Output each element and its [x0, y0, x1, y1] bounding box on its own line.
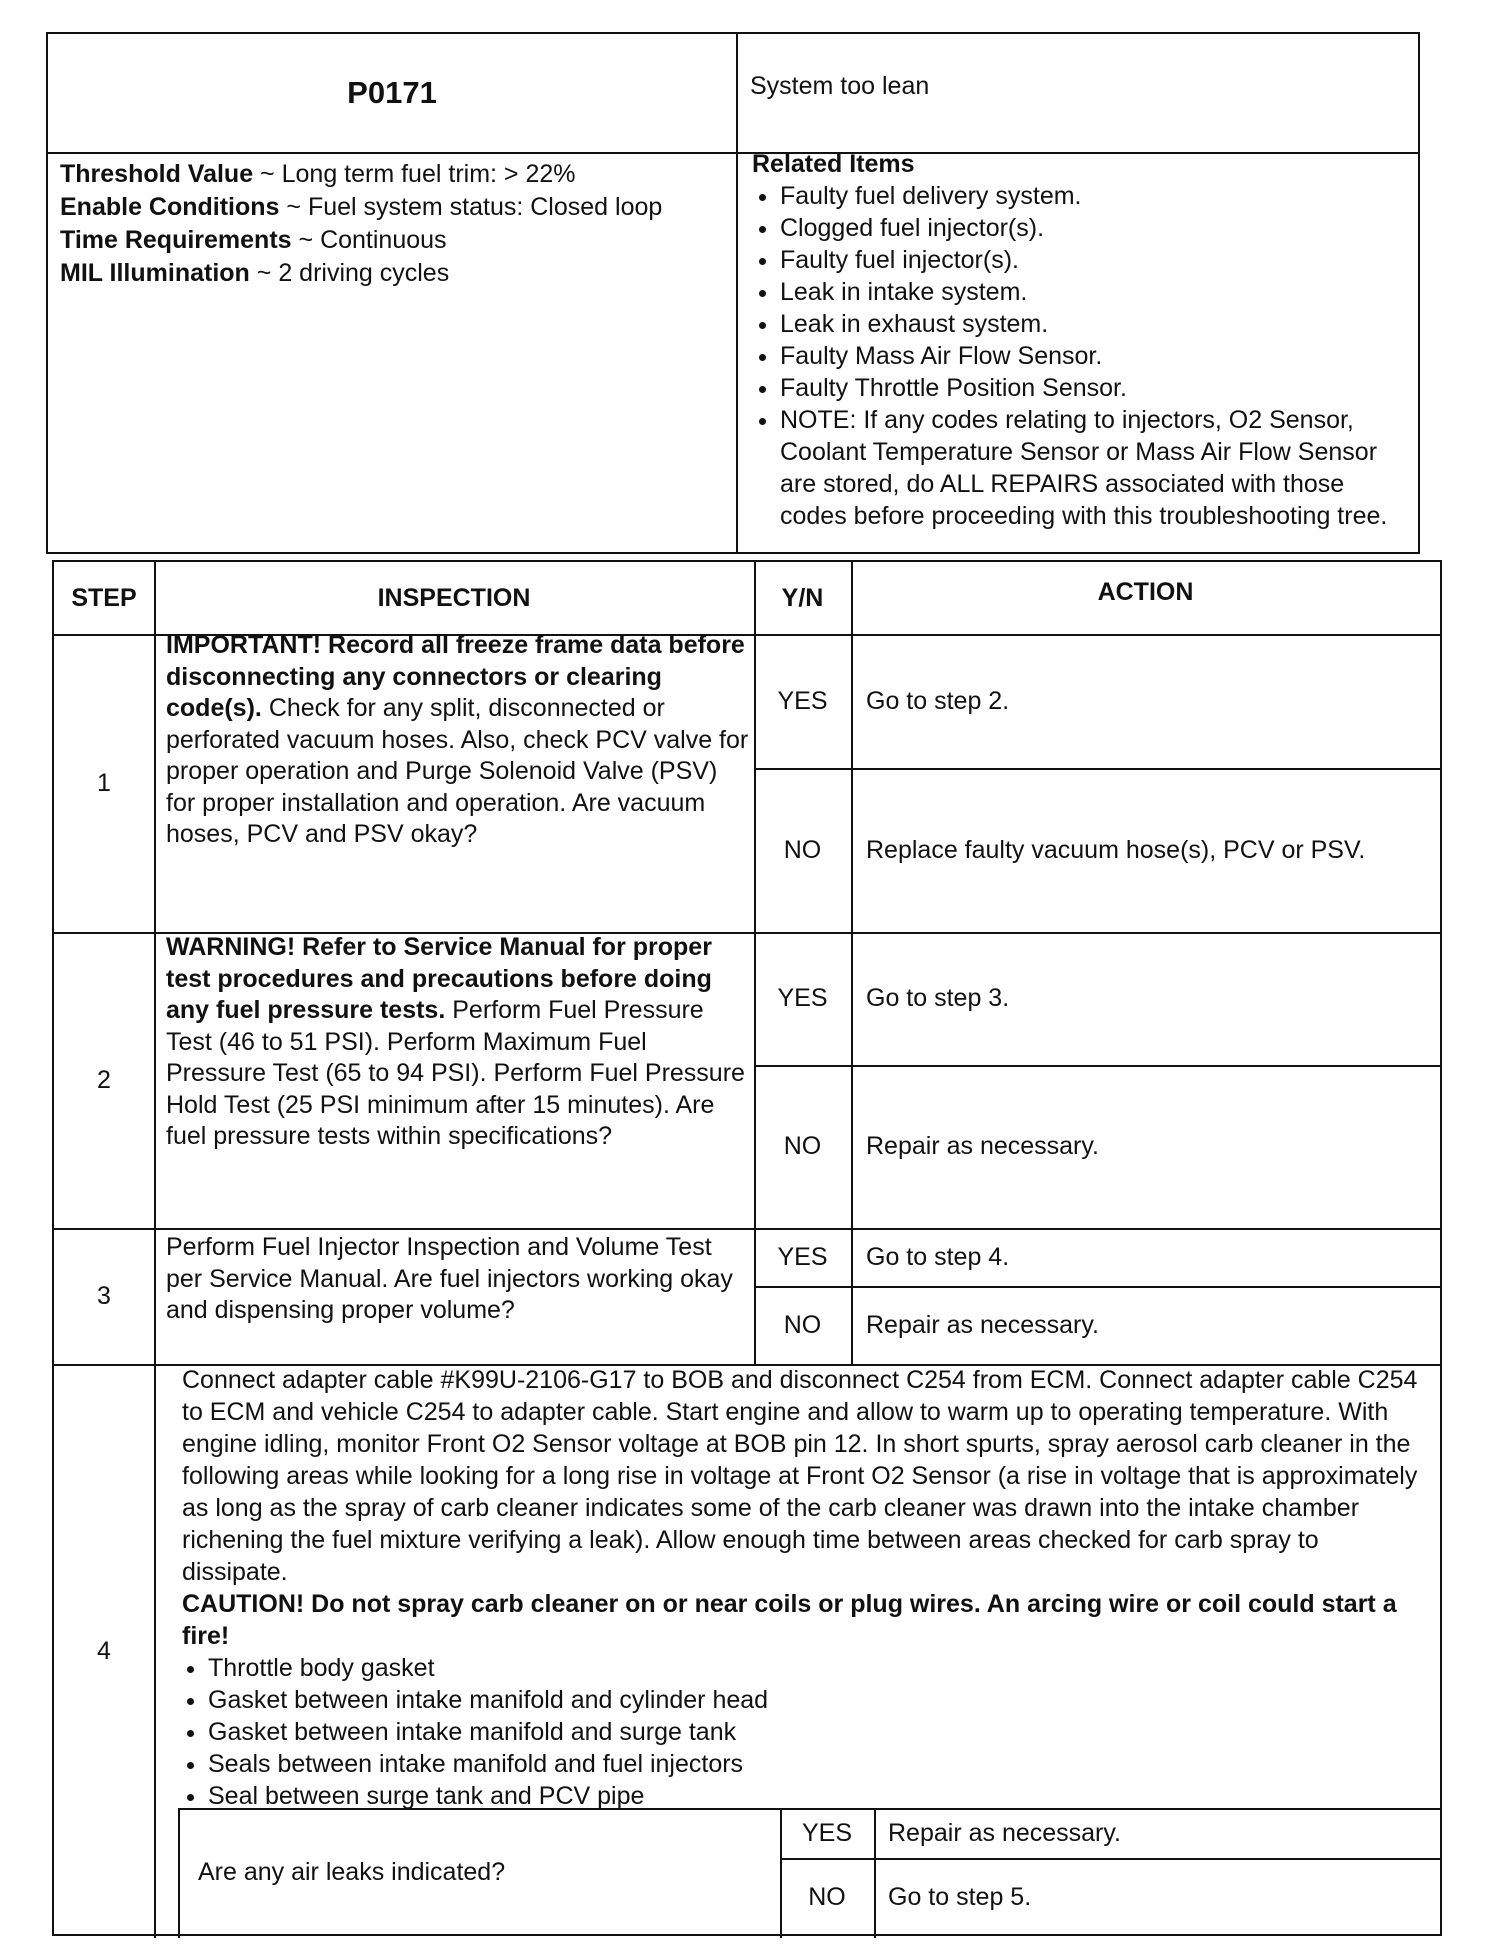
criteria-label: Time Requirements: [60, 226, 292, 254]
col-divider-yn: [851, 562, 853, 1364]
inspection-area: • Seals between intake manifold and fuel injectors: [208, 1748, 1427, 1780]
related-items: [752, 148, 1407, 532]
step-number: 4: [97, 1636, 111, 1665]
step2-inspection: [166, 932, 751, 1153]
step4-inspection: [182, 1364, 1427, 1812]
no-label: NO: [783, 1310, 822, 1339]
dtc-code: P0171: [347, 75, 437, 110]
yes-label: YES: [777, 1242, 828, 1271]
no-label: NO: [783, 1132, 822, 1160]
yes-action: Repair as necessary.: [888, 1818, 1121, 1847]
related-items-list: [752, 180, 1407, 532]
col-header-yn: Y/N: [781, 583, 824, 612]
dtc-description: System too lean: [750, 72, 930, 100]
criteria-value: Continuous: [320, 226, 447, 254]
inspection-text: Perform Fuel Pressure Test (46 to 51 PSI). Perform Maximum Fuel Pressure Test (65 to 94 PSI). Perform Fuel Pressure Hold Test (25 PSI minimum after 15 minutes). Are fuel pressure tests within specifications?: [166, 996, 745, 1150]
criteria-enable: Enable Conditions ~ Fuel system status: Closed loop: [60, 193, 663, 221]
no-action: Repair as necessary.: [866, 1310, 1099, 1339]
yes-label: YES: [801, 1818, 853, 1847]
step1-inspection: [166, 630, 751, 851]
step3-inspection: [166, 1232, 751, 1327]
inspection-text: Perform Fuel Injector Inspection and Volume Test per Service Manual. Are fuel injectors working okay and dispensing proper volume?: [166, 1233, 733, 1324]
inspection-areas-list: [182, 1652, 1427, 1812]
related-item: • Faulty fuel injector(s).: [780, 244, 1407, 276]
related-item: • Clogged fuel injector(s).: [780, 212, 1407, 244]
caution-note: CAUTION! Do not spray carb cleaner on or near coils or plug wires. An arcing wire or coil could start a fire!: [182, 1590, 1397, 1650]
related-note: • NOTE: If any codes relating to injectors, O2 Sensor, Coolant Temperature Sensor or Mass Air Flow Sensor are stored, do ALL REPAIRS associated with those codes before proceeding with this troubleshooting tree.: [780, 404, 1407, 532]
no-action: Repair as necessary.: [866, 1132, 1099, 1160]
related-item: • Leak in intake system.: [780, 276, 1407, 308]
yes-action: Go to step 4.: [866, 1242, 1010, 1271]
dtc-header-table: [46, 32, 1420, 554]
important-note: IMPORTANT! Record all freeze frame data before disconnecting any connectors or clearing code(s).: [166, 631, 745, 722]
col-header-inspection: INSPECTION: [377, 583, 531, 612]
inspection-text: Connect adapter cable #K99U-2106-G17 to BOB and disconnect C254 from ECM. Connect adapter cable C254 to ECM and vehicle C254 to adapter cable. Start engine and allow to warm up to operating temperature. With engine idling, monitor Front O2 Sensor voltage at BOB pin 12. In short spurts, spray aerosol carb cleaner in the following areas while looking for a long rise in voltage at Front O2 Sensor (a rise in voltage that is approximately as long as the spray of carb cleaner indicates some of the carb cleaner was drawn into the intake chamber richening the fuel mixture verifying a leak). Allow enough time between areas checked for carb spray to dissipate.: [182, 1366, 1418, 1586]
inspection-text: Check for any split, disconnected or perforated vacuum hoses. Also, check PCV valve for proper operation and Purge Solenoid Valve (PSV) for proper installation and operation. Are vacuum hoses, PCV and PSV okay?: [166, 694, 749, 848]
step4-yn-right: [874, 1808, 876, 1938]
yes-label: YES: [777, 984, 828, 1012]
inspection-area: • Gasket between intake manifold and cylinder head: [208, 1684, 1427, 1716]
troubleshooting-table: [52, 560, 1442, 1936]
criteria-label: MIL Illumination: [60, 259, 250, 287]
criteria-label: Enable Conditions: [60, 193, 280, 221]
col-header-step: STEP: [71, 583, 137, 612]
step-number: 3: [97, 1281, 111, 1310]
col-divider-step: [154, 562, 156, 1938]
no-action: Go to step 5.: [888, 1882, 1032, 1911]
criteria-mil: MIL Illumination ~ 2 driving cycles: [60, 259, 450, 287]
inspection-area: • Throttle body gasket: [208, 1652, 1427, 1684]
step-number: 2: [97, 1065, 111, 1094]
step4-question: Are any air leaks indicated?: [198, 1858, 506, 1886]
header-divider-vertical: [736, 34, 738, 552]
criteria-value: Long term fuel trim: > 22%: [281, 160, 576, 188]
inspection-area: • Gasket between intake manifold and surge tank: [208, 1716, 1427, 1748]
related-item: • Faulty Throttle Position Sensor.: [780, 372, 1407, 404]
related-item: • Leak in exhaust system.: [780, 308, 1407, 340]
criteria-time: Time Requirements ~ Continuous: [60, 226, 447, 254]
yes-action: Go to step 3.: [866, 984, 1010, 1012]
criteria-threshold: Threshold Value ~ Long term fuel trim: > 22%: [60, 160, 576, 188]
dtc-criteria: [60, 158, 725, 290]
related-item: • Faulty fuel delivery system.: [780, 180, 1407, 212]
criteria-label: Threshold Value: [60, 160, 254, 188]
inspection-area: • Seal between surge tank and PCV pipe: [208, 1780, 1427, 1812]
criteria-value: Fuel system status: Closed loop: [307, 193, 663, 221]
related-items-title: Related Items: [752, 150, 915, 178]
no-label: NO: [783, 835, 822, 864]
yes-label: YES: [777, 686, 828, 715]
criteria-value: 2 driving cycles: [278, 259, 450, 287]
step4-question-left: [178, 1808, 180, 1938]
no-label: NO: [808, 1882, 846, 1911]
step-number: 1: [97, 768, 111, 797]
yes-action: Go to step 2.: [866, 686, 1010, 715]
col-header-action: ACTION: [1097, 577, 1194, 606]
related-item: • Faulty Mass Air Flow Sensor.: [780, 340, 1407, 372]
no-action: Replace faulty vacuum hose(s), PCV or PSV.: [866, 835, 1366, 864]
warning-note: WARNING! Refer to Service Manual for proper test procedures and precautions before doing any fuel pressure tests.: [166, 933, 712, 1024]
